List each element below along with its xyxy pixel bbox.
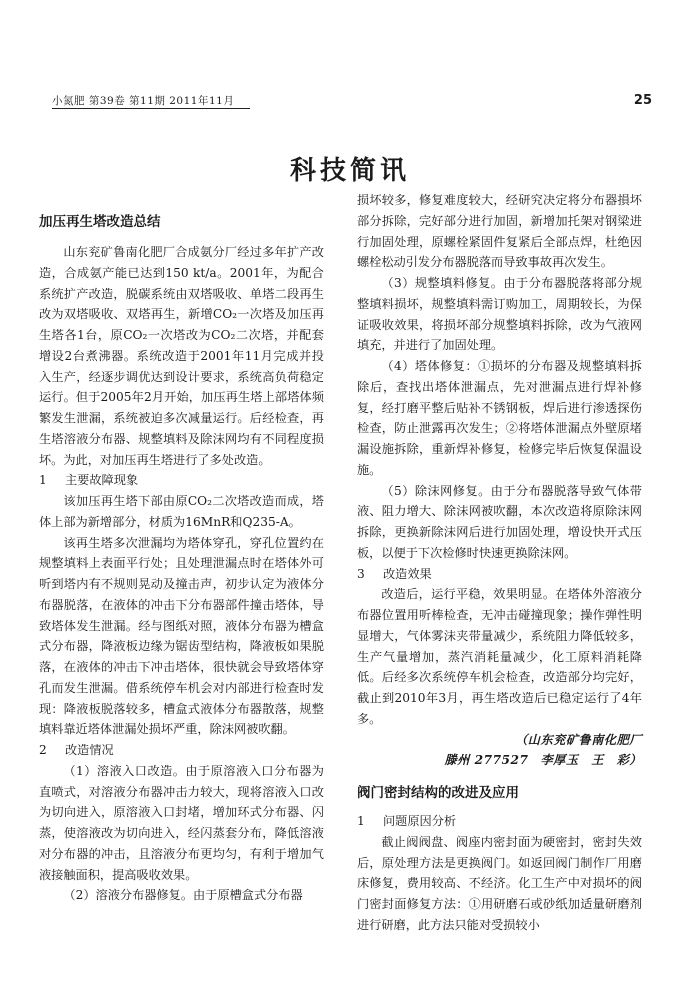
article-title: 阀门密封结构的改进及应用 <box>357 785 519 801</box>
subheading-number: 3 <box>357 566 365 581</box>
signature-city: 滕州 277527 <box>444 753 529 768</box>
paragraph: （1）溶液入口改造。由于原溶液入口分布器为直喷式，对溶液分布器冲击力较大，现将溶液入口改为切向进入，原溶液入口封堵，增加环式分布器、闪蒸，使溶液改为切向进入，经闪蒸套分布，降低溶液对分布器的冲击，且溶液分布更均匀，有利于增加气液接触面积，提高吸收效果。 <box>39 763 324 882</box>
paragraph: （5）除沫网修复。由于分布器脱落导致气体带液、阻力增大、除沫网被吹翻，本次改造将原除沫网拆除，更换新除沫网后进行加固处理，增设快开式压板，以便于下次检修时快速更换除沫网。 <box>357 483 642 560</box>
running-header <box>52 93 652 109</box>
section-title: 科技简讯 <box>289 156 410 186</box>
subheading <box>39 470 324 491</box>
paragraph: （4）塔体修复：①损坏的分布器及规整填料拆除后，查找出塔体泄漏点，先对泄漏点进行焊补修复，经打磨平整后贴补不锈钢板，焊后进行渗透探伤检查，防止泄露再次发生；②将塔体泄漏点外壁原堵漏设施拆除，重新焊补修复，检修完毕后恢复保温设施。 <box>357 359 642 477</box>
paragraph: （2）溶液分布器修复。由于原槽盒式分布器 <box>63 888 303 903</box>
signature-authors: 李厚玉 王 彩） <box>540 753 642 768</box>
paragraph: 损坏较多，修复难度较大，经研究决定将分布器損坏部分拆除，完好部分进行加固，新增加托架对钢梁进行加固处理，原螺栓紧固件复紧后全部点焊，杜绝因螺栓松动引发分布器脱落而导致事故再次发生。 <box>357 193 642 270</box>
paragraph: 该加压再生塔下部由原CO₂二次塔改造而成，塔体上部为新增部分，材质为16MnR和Q235-A。 <box>39 494 324 529</box>
signature-affiliation: （山东兖矿鲁南化肥厂 <box>515 732 642 747</box>
paragraph: 截止阀阀盘、阀座内密封面为硬密封，密封失效后，原处理方法是更换阀门。如返回阀门制作厂用磨床修复，费用较高、不经济。化工生产中对损坏的阀门密封面修复方法：①用研磨石或砂纸加适量研磨剂进行研磨，此方法只能对受损较小 <box>357 834 642 932</box>
subheading <box>357 564 642 585</box>
page-number: 25 <box>633 93 652 108</box>
paragraph: 该再生塔多次泄漏均为塔体穿孔，穿孔位置约在规整填料上表面平行处；且处理泄漏点时在塔体外可听到塔内有不规则晃动及撞击声，初步认定为液体分布器脱落，在液体的冲击下分布器部件撞击塔体，导致塔体发生泄漏。经与图纸对照，液体分布器为槽盒式分布器，降液板边缘为锯齿型结构，降液板如果脱落，在液体的冲击下冲击塔体，很快就会导致塔体穿孔而发生泄漏。借系统停车机会对内部进行检查时发现：降液板脱落较多，槽盒式液体分布器散落，规整填料靠近塔体泄漏处损坏严重，除沫网被吹翻。 <box>39 535 324 737</box>
subheading-number: 2 <box>39 743 47 757</box>
left-column <box>39 210 324 906</box>
paragraph: 改造后，运行平稳，效果明显。在塔体外溶液分布器位置用听棒检查，无冲击碰撞现象；操作弹性明显增大，气体雾沫夹带量减少，系统阻力降低较多，生产气量增加，蒸汽消耗量减少，化工原料消耗降低。后经多次系统停车机会检查，改造部分均完好，截止到2010年3月，再生塔改造后已稳定运行了4年多。 <box>357 587 642 726</box>
right-column <box>357 190 642 936</box>
paragraph: （3）规整填料修复。由于分布器脱落将部分规整填料损坏，规整填料需订购加工，周期较长，为保证吸收效果，将损坏部分规整填料拆除，改为气液网填充，并进行了加固处理。 <box>357 276 642 353</box>
header-underline <box>52 108 250 109</box>
journal-info: 小氮肥 第39卷 第11期 2011年11月 <box>52 95 235 107</box>
subheading <box>357 811 642 832</box>
paragraph: 山东兖矿鲁南化肥厂合成氨分厂经过多年扩产改造，合成氨产能已达到150 kt/a。2001年，为配合系统扩产改造，脱碳系统由双塔吸收、单塔二段再生改为双塔吸收、双塔再生，新增CO₂一次塔及加压再生塔各1台，原CO₂一次塔改为CO₂二次塔，并配套增设2台煮沸器。系统改造于2001年11月完成并投入生产，经逐步调优达到设计要求，系统高负荷稳定运行。但于2005年2月开始，加压再生塔上部塔体频繁发生泄漏，系统被迫多次减量运行。后经检查，再生塔溶液分布器、规整填料及除沫网均有不同程度损坏。为此，对加压再生塔进行了多处改造。 <box>39 245 324 467</box>
author-signature <box>357 730 642 772</box>
subheading-text: 主要故障现象 <box>65 473 139 488</box>
subheading <box>39 740 324 761</box>
subheading-text: 问题原因分析 <box>383 814 457 828</box>
article-title: 加压再生塔改造总结 <box>39 214 161 230</box>
subheading-text: 改造情况 <box>65 743 114 757</box>
subheading-number: 1 <box>39 473 47 488</box>
subheading-number: 1 <box>357 814 365 828</box>
subheading-text: 改造效果 <box>383 566 432 581</box>
signature-city-names <box>357 750 642 771</box>
